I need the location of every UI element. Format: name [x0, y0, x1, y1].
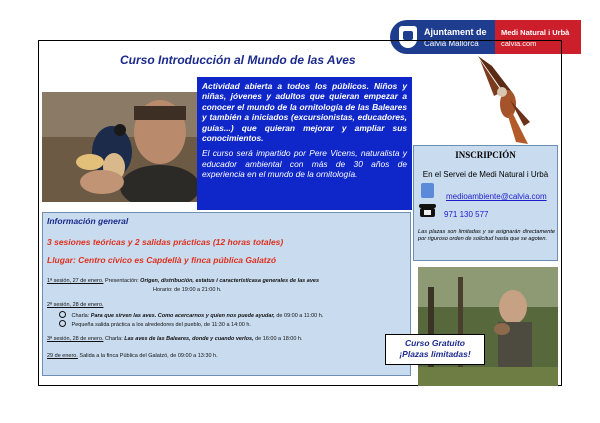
email-link[interactable]: medioambiente@calvia.com [446, 192, 547, 201]
session-3-topic: Las aves de las Baleares, donde y cuando verlos, [124, 336, 254, 342]
logo-line-1: Ajuntament de [424, 27, 487, 37]
session-3-label: 3ª sesión, 28 de enero. [47, 336, 104, 342]
places-note: Las plazas son limitadas y se asignarán directamente por riguroso orden de solicitud hasta que se agoten. [418, 229, 555, 242]
session-3-line [47, 336, 303, 343]
intro-box [197, 77, 412, 210]
session-2-label: 2ª sesión, 28 de enero. [47, 302, 104, 308]
session-2-outing: Pequeña salida práctica a los alrededores del pueblo, de 11:30 a 14:00 h. [59, 320, 251, 329]
session-2-topic: Para que sirven las aves. Como acercarnos y quien nos puede ayudar, [90, 313, 275, 319]
session-2-time: de 09:00 a 11:00 h. [276, 313, 324, 319]
instructor-photo [418, 267, 558, 386]
session-1-time: Horario: de 19:00 a 21:00 h. [153, 287, 222, 293]
session-2-talk [59, 311, 323, 320]
inscription-panel [413, 145, 558, 261]
clock-icon [59, 311, 66, 318]
session-4-line [47, 353, 218, 360]
session-3-time: de 16:00 a 18:00 h. [255, 336, 303, 342]
page-title: Curso Introducción al Mundo de las Aves [120, 53, 356, 67]
phone-number[interactable]: 971 130 577 [444, 210, 489, 219]
free-course-badge [385, 334, 485, 365]
logo-line-2: Calvià Mallorca [424, 39, 479, 48]
intro-paragraph-2: El curso será impartido por Pere Vicens, naturalista y educador ambiental con más de 30 años de experiencia en el mundo de la ornitología. [202, 148, 407, 180]
badge-line-2: ¡Plazas limitadas! [399, 349, 471, 359]
session-4-label: 29 de enero. [47, 353, 78, 359]
place-line: Llugar: Centro cívico es Capdellà y finca pública Galatzó [47, 255, 277, 265]
medi-logo-line-2: calvia.com [501, 39, 537, 48]
general-info-panel [42, 212, 411, 376]
bird-in-hand-photo [42, 92, 197, 202]
sessions-summary: 3 sesiones teóricas y 2 salidas prácticas (12 horas totales) [47, 237, 284, 247]
inscription-heading: INSCRIPCIÓN [455, 150, 516, 160]
phone-icon [419, 204, 436, 217]
intro-paragraph-1: Actividad abierta a todos los públicos. Niños y niñas, jóvenes y adultos que quieran empezar a conocer el mundo de la ornitología de las Baleares y también a iniciados (excursionistas, educadores, guías...) que quieran mejorar y ampliar sus conocimientos. [202, 81, 407, 144]
session-3-prefix: Charla: [105, 336, 123, 342]
session-1-prefix: Presentación: [105, 278, 139, 284]
email-icon [421, 183, 434, 198]
session-2-prefix: Charla: [71, 313, 90, 319]
clock-icon [59, 320, 66, 327]
session-1-label: 1ª sesión, 27 de enero. [47, 278, 104, 284]
medi-logo-line-1: Medi Natural i Urbà [501, 28, 570, 37]
inscription-location: En el Servei de Medi Natural i Urbà [422, 170, 549, 179]
session-1-topic: Origen, distribución, estatus i característicasa generales de las aves [140, 278, 320, 284]
session-4-text: Salida a la finca Pública del Galatzó, de 09:00 a 13:30 h. [79, 353, 218, 359]
info-heading: Información general [47, 216, 129, 226]
badge-line-1: Curso Gratuito [405, 338, 465, 348]
session-1-line [47, 278, 319, 285]
kite-bird-illustration [472, 52, 532, 148]
